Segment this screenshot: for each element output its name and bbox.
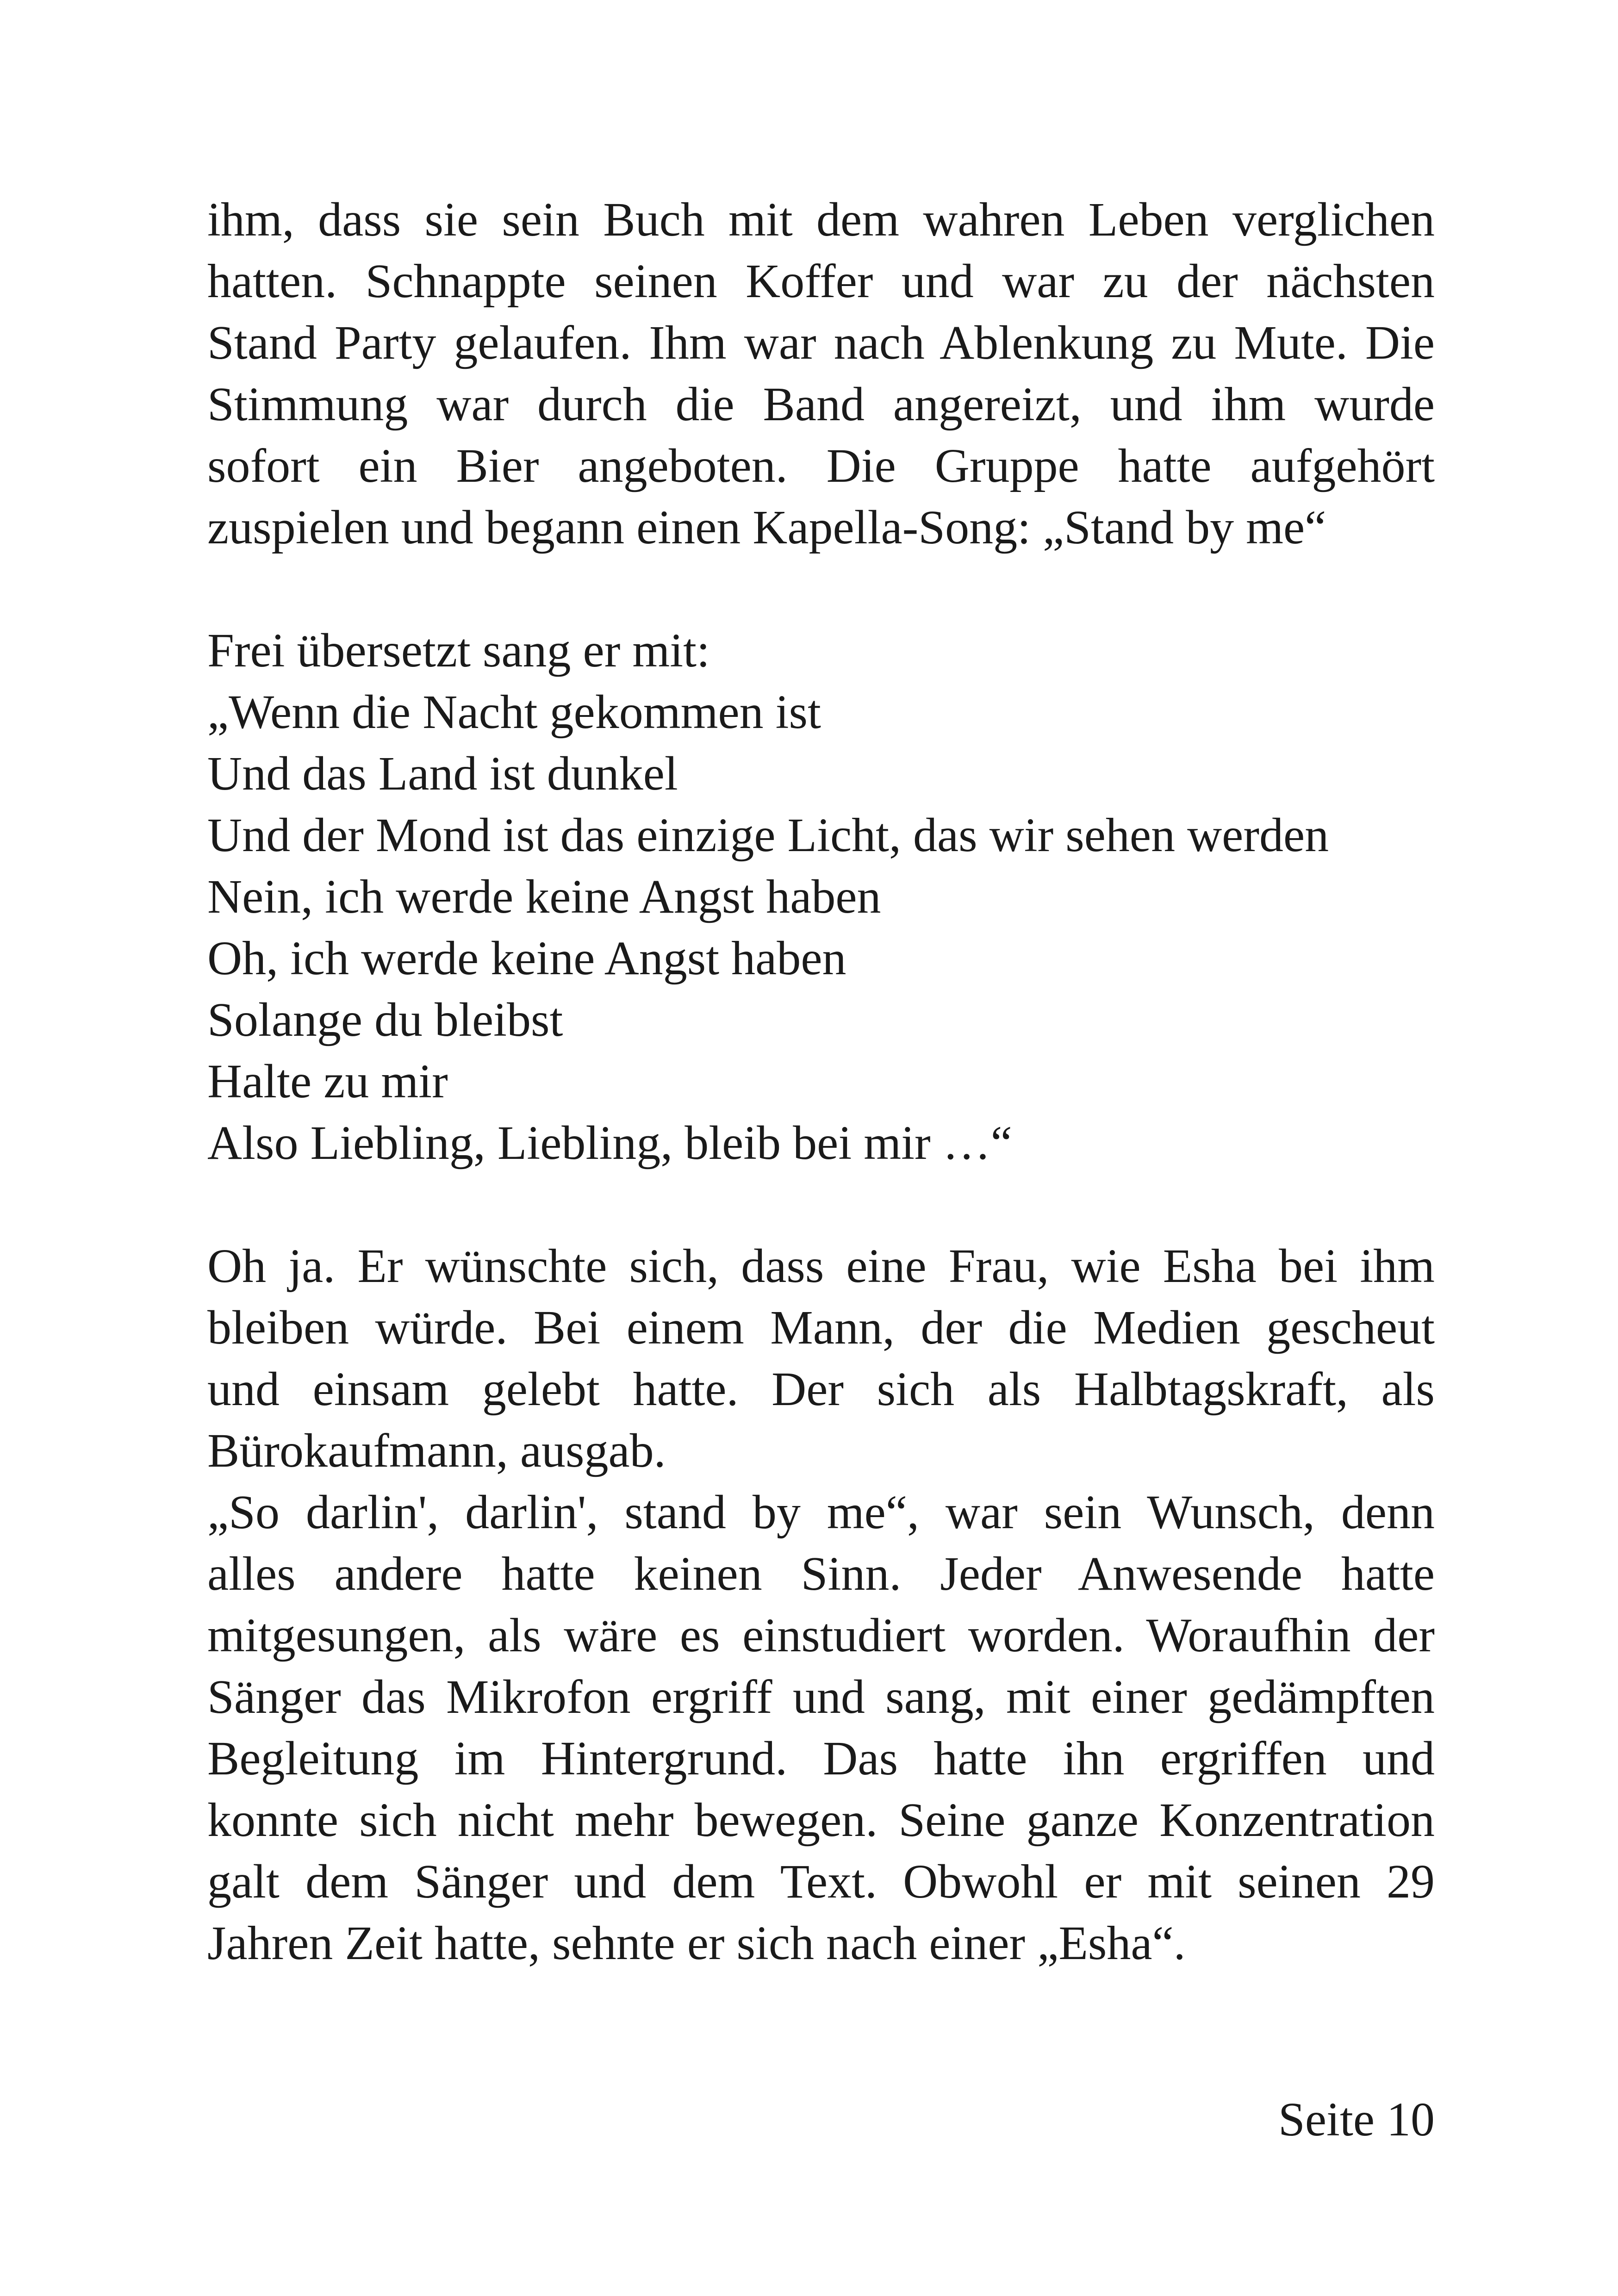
song-line: Und der Mond ist das einzige Licht, das wir sehen werden	[207, 809, 1329, 862]
text-line: zuspielen und begann einen Kapella-Song: „Stand by me“	[207, 501, 1326, 554]
text-line: bleiben würde. Bei einem Mann, der die Medien gescheut	[207, 1301, 1435, 1354]
song-line: Oh, ich werde keine Angst haben	[207, 932, 846, 985]
text-line: Stand Party gelaufen. Ihm war nach Ablenkung zu Mute. Die	[207, 316, 1435, 369]
text-line: galt dem Sänger und dem Text. Obwohl er mit seinen 29	[207, 1855, 1435, 1908]
paragraph-gap	[207, 558, 1435, 620]
song-intro: Frei übersetzt sang er mit:	[207, 624, 710, 677]
paragraph-1	[207, 189, 1435, 558]
paragraph-3	[207, 1481, 1435, 1974]
song-line: Halte zu mir	[207, 1055, 448, 1108]
text-line: hatten. Schnappte seinen Koffer und war zu der nächsten	[207, 255, 1435, 308]
text-line: Jahren Zeit hatte, sehnte er sich nach einer „Esha“.	[207, 1916, 1186, 1970]
text-line: sofort ein Bier angeboten. Die Gruppe hatte aufgehört	[207, 439, 1435, 492]
paragraph-gap	[207, 1174, 1435, 1235]
text-line: Sänger das Mikrofon ergriff und sang, mit einer gedämpften	[207, 1670, 1435, 1724]
song-line: Also Liebling, Liebling, bleib bei mir …“	[207, 1116, 1012, 1170]
text-line: „So darlin', darlin', stand by me“, war sein Wunsch, denn	[207, 1486, 1435, 1539]
text-line: und einsam gelebt hatte. Der sich als Halbtagskraft, als	[207, 1363, 1435, 1416]
text-line: Stimmung war durch die Band angereizt, und ihm wurde	[207, 378, 1435, 431]
song-line: Und das Land ist dunkel	[207, 747, 678, 800]
song-block	[207, 620, 1435, 1174]
page-number: Seite 10	[1278, 2093, 1435, 2146]
song-line: „Wenn die Nacht gekommen ist	[207, 685, 821, 739]
text-line: alles andere hatte keinen Sinn. Jeder Anwesende hatte	[207, 1547, 1435, 1600]
paragraph-2	[207, 1235, 1435, 1481]
song-line: Nein, ich werde keine Angst haben	[207, 870, 881, 923]
text-line: mitgesungen, als wäre es einstudiert worden. Woraufhin der	[207, 1609, 1435, 1662]
text-line: konnte sich nicht mehr bewegen. Seine ganze Konzentration	[207, 1793, 1435, 1847]
text-line: Oh ja. Er wünschte sich, dass eine Frau, wie Esha bei ihm	[207, 1239, 1435, 1293]
song-line: Solange du bleibst	[207, 993, 563, 1046]
page-body	[207, 189, 1435, 1974]
text-line: Bürokaufmann, ausgab.	[207, 1424, 666, 1477]
text-line: ihm, dass sie sein Buch mit dem wahren Leben verglichen	[207, 193, 1435, 246]
text-line: Begleitung im Hintergrund. Das hatte ihn ergriffen und	[207, 1732, 1435, 1785]
